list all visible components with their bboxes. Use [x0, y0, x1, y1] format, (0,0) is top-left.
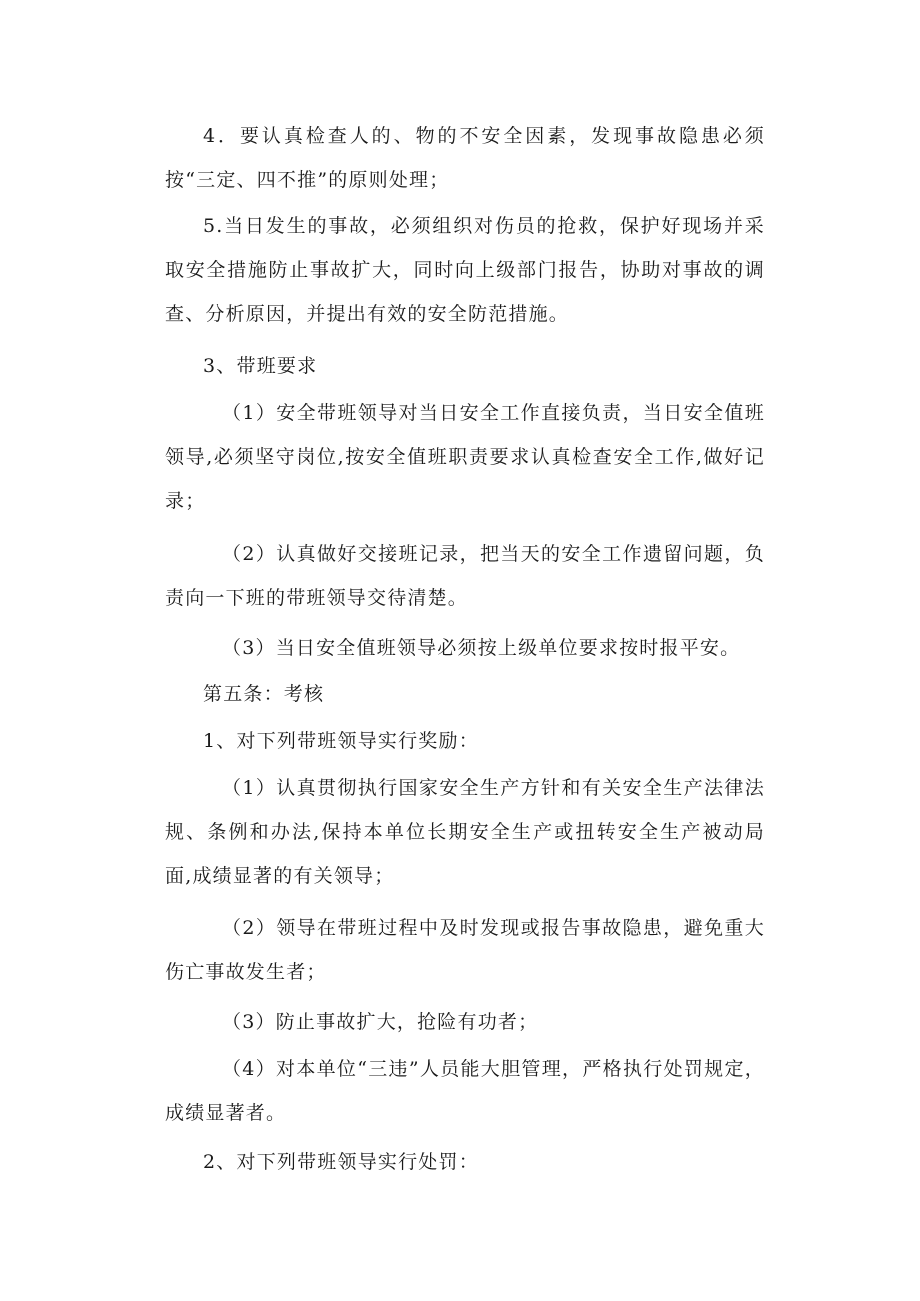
paragraph-reward-3: （3）防止事故扩大，抢险有功者； [222, 1011, 539, 1033]
paragraph-requirement-3: （3）当日安全值班领导必须按上级单位要求按时报平安。 [222, 637, 741, 659]
paragraph-requirement-1: （1）安全带班领导对当日安全工作直接负责，当日安全值班领导,必须坚守岗位,按安全值班职责要求认真检查安全工作,做好记录； [165, 402, 765, 512]
paragraph-requirement-2: （2）认真做好交接班记录，把当天的安全工作遗留问题，负责向一下班的带班领导交待清楚。 [165, 543, 765, 609]
section-heading-penalties: 2、对下列带班领导实行处罚： [203, 1151, 479, 1173]
section-heading-rewards: 1、对下列带班领导实行奖励： [203, 730, 479, 752]
paragraph-item-4: 4．要认真检查人的、物的不安全因素，发现事故隐患必须按“三定、四不推”的原则处理； [165, 125, 765, 191]
paragraph-item-5: 5.当日发生的事故，必须组织对伤员的抢救，保护好现场并采取安全措施防止事故扩大，同时向上级部门报告，协助对事故的调查、分析原因，并提出有效的安全防范措施。 [165, 215, 765, 325]
paragraph-reward-1: （1）认真贯彻执行国家安全生产方针和有关安全生产法律法规、条例和办法,保持本单位长期安全生产或扭转安全生产被动局面,成绩显著的有关领导； [165, 777, 765, 887]
paragraph-reward-2: （2）领导在带班过程中及时发现或报告事故隐患，避免重大伤亡事故发生者； [165, 917, 765, 983]
article-heading-assessment: 第五条：考核 [203, 683, 325, 705]
paragraph-reward-4: （4）对本单位“三违”人员能大胆管理，严格执行处罚规定，成绩显著者。 [165, 1058, 765, 1124]
section-heading-duty-requirements: 3、带班要求 [203, 355, 318, 377]
